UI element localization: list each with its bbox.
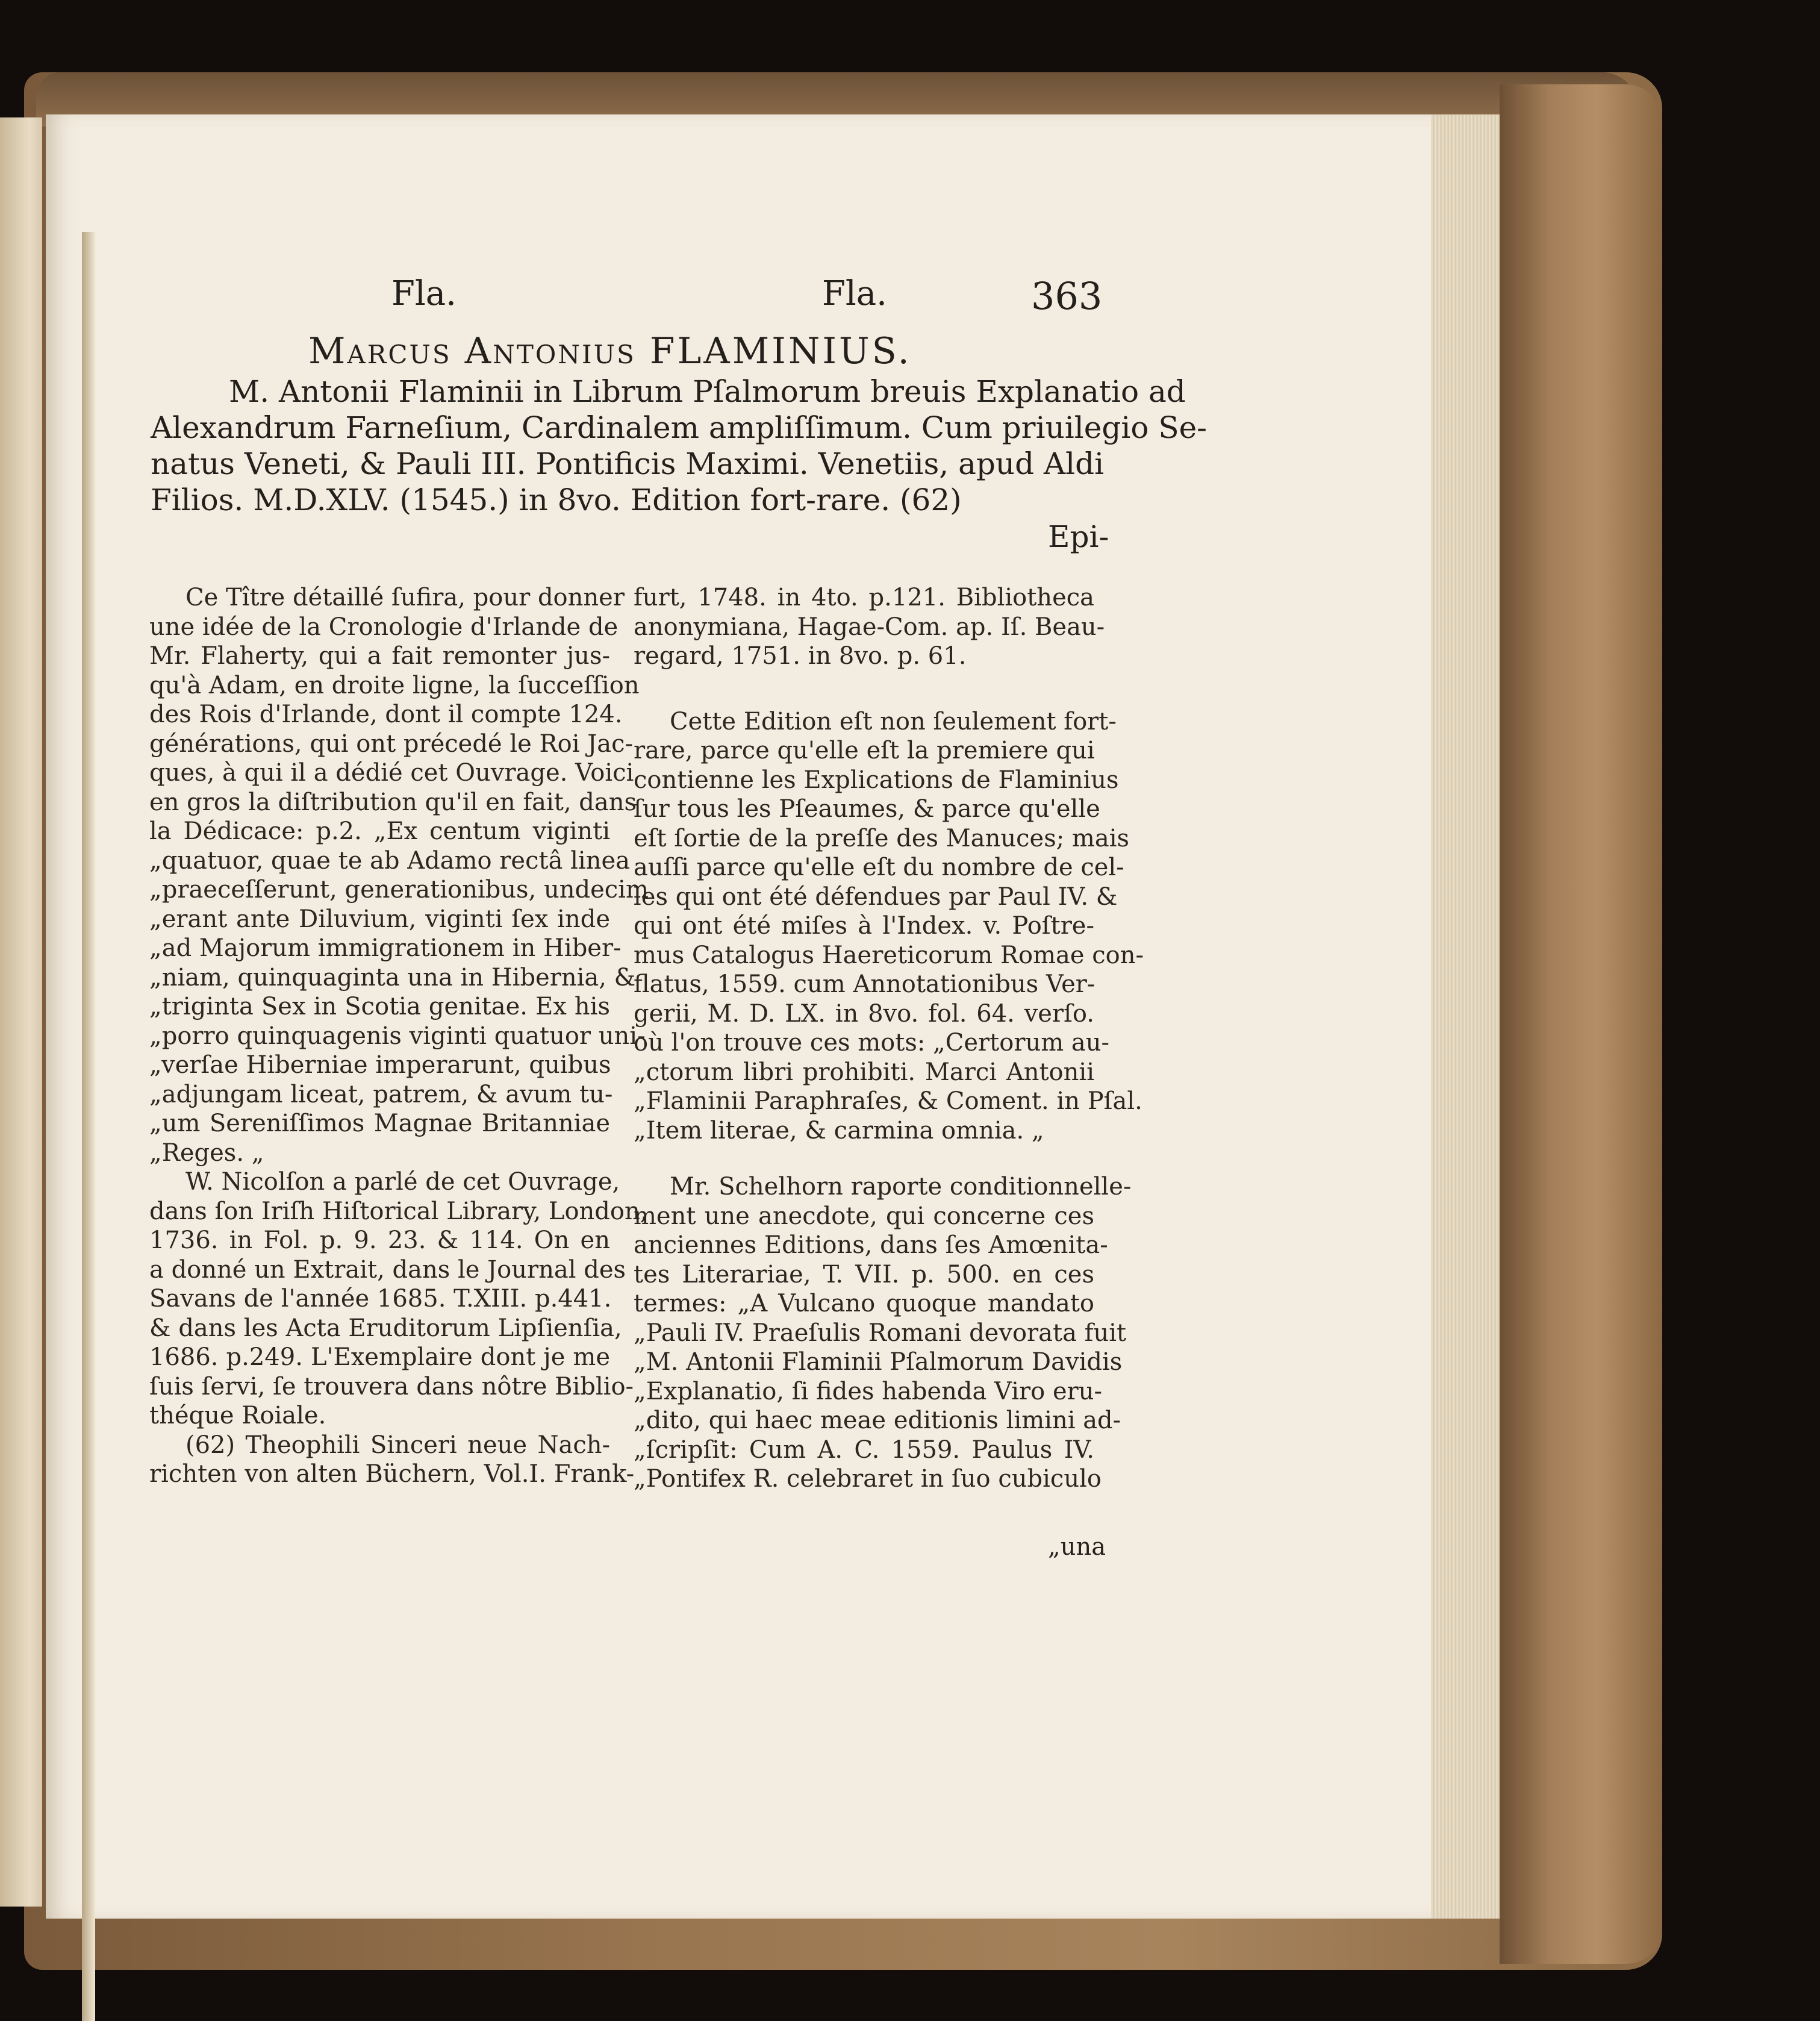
text-line: „niam, quinquaginta una in Hibernia, & [149,963,636,992]
text-line: flatus, 1559. cum Annotationibus Ver- [634,970,1095,998]
text-line: „Pauli IV. Praeſulis Romani devorata fuit [634,1319,1127,1347]
text-line: contienne les Explications de Flaminius [634,766,1119,794]
text-line: Ce Tître détaillé ſufira, pour donner [185,584,625,611]
right-column [634,583,1144,1494]
text-line: Mr. Schelhorn raporte conditionnelle- [670,1173,1132,1201]
text-line: „Flaminii Paraphraſes, & Coment. in Pſal. [634,1087,1142,1115]
text-line: „Reges. „ [149,1139,264,1167]
text-line: où l'on trouve ces mots: „Certorum au- [634,1029,1109,1057]
text-line: théque Roiale. [149,1402,326,1429]
text-line: „adjungam liceat, patrem, & avum tu- [149,1080,613,1108]
text-line: „quatuor, quae te ab Adamo rectâ linea [149,846,631,875]
gutter-shadow [82,232,95,2021]
text-line: Cette Edition eſt non ſeulement fort- [670,707,1117,736]
text-line: & dans les Acta Eruditorum Lipſienſia, [149,1314,622,1342]
text-line: 1736. in Fol. p. 9. 23. & 114. On en [149,1226,610,1254]
text-line: eſt ſortie de la preſſe des Manuces; mais [634,824,1130,852]
page-number: 363 [1031,274,1103,318]
entry-line: Filios. M.D.XLV. (1545.) in 8vo. Edition fort-rare. (62) [151,483,962,517]
entry-line: Alexandrum Farneſium, Cardinalem ampliſſimum. Cum priuilegio Se- [151,410,1208,445]
text-line: une idée de la Cronologie d'Irlande de [149,613,619,641]
entry-heading [308,330,912,372]
cover-fore-edge [1500,84,1662,1964]
text-line: „porro quinquagenis viginti quatuor uni- [149,1022,646,1050]
text-line: „praeceſſerunt, generationibus, undecim [149,876,649,904]
text-line: ſur tous les Pſeaumes, & parce qu'elle [634,795,1100,823]
text-line: „verſae Hiberniae imperarunt, quibus [149,1051,611,1079]
text-line: les qui ont été défendues par Paul IV. & [634,882,1118,911]
text-line: rare, parce qu'elle eſt la premiere qui [634,737,1095,764]
left-page-sliver [0,117,42,1907]
left-column [149,583,649,1489]
footnote-line: (62) Theophili Sinceri neue Nach- [185,1431,610,1459]
footnote-line: richten von alten Büchern, Vol.I. Frank- [149,1460,635,1488]
running-head-center: Fla. [822,274,887,313]
bibliographic-entry [151,373,1208,518]
text-line: anciennes Editions, dans ſes Amœnita- [634,1231,1108,1259]
text-line: „Item literae, & carmina omnia. „ [634,1116,1044,1145]
text-line: „Pontifex R. celebraret in ſuo cubiculo [634,1465,1102,1493]
footnote-line: anonymiana, Hagae-Com. ap. Iſ. Beau- [634,613,1105,641]
text-line: tes Literariae, T. VII. p. 500. en ces [634,1260,1094,1289]
text-line: ques, à qui il a dédié cet Ouvrage. Voici [149,759,634,787]
text-line: „Explanatio, ſi fides habenda Viro eru- [634,1377,1103,1405]
text-line: „um Sereniſſimos Magnae Britanniae [149,1110,610,1137]
text-line: des Rois d'Irlande, dont il compte 124. [149,701,623,728]
text-line: Savans de l'année 1685. T.XIII. p.441. [149,1285,612,1313]
entry-line: natus Veneti, & Pauli III. Pontificis Maximi. Venetiis, apud Aldi [151,446,1105,481]
entry-line: M. Antonii Flaminii in Librum Pſalmorum breuis Explanatio ad [229,374,1186,409]
text-line: „ad Majorum immigrationem in Hiber- [149,934,622,962]
text-line: „ctorum libri prohibiti. Marci Antonii [634,1058,1094,1086]
footnote-line: regard, 1751. in 8vo. p. 61. [634,642,967,670]
text-line: „erant ante Diluvium, viginti ſex inde [149,905,610,933]
text-line: 1686. p.249. L'Exemplaire dont je me [149,1343,610,1371]
text-line: „dito, qui haec meae editionis limini ad- [634,1407,1121,1434]
text-line: mus Catalogus Haereticorum Romae con- [634,941,1144,969]
text-line: ſuis ſervi, ſe trouvera dans nôtre Biblio- [149,1372,634,1401]
text-line: qu'à Adam, en droite ligne, la ſucceſſion [149,671,640,699]
text-line: „ſcripſit: Cum A. C. 1559. Paulus IV. [634,1435,1094,1464]
page-catchword: „una [1048,1533,1106,1561]
text-line: W. Nicolſon a parlé de cet Ouvrage, [185,1168,620,1196]
heading-prefix: Marcus Antonius [308,330,636,372]
text-line: Mr. Flaherty, qui a fait remonter jus- [149,642,610,670]
entry-catchword: Epi- [1048,519,1109,554]
text-line: auſſi parce qu'elle eſt du nombre de cel- [634,854,1124,881]
text-line: „triginta Sex in Scotia genitae. Ex his [149,993,610,1020]
text-line: termes: „A Vulcano quoque mandato [634,1290,1094,1317]
text-line: dans ſon Iriſh Hiſtorical Library, London, [149,1197,648,1225]
text-line: „M. Antonii Flaminii Pſalmorum Davidis [634,1348,1123,1376]
text-line: ment une anecdote, qui concerne ces [634,1202,1094,1230]
running-head-left: Fla. [391,274,457,313]
text-line: la Dédicace: p.2. „Ex centum viginti [149,817,610,845]
text-line: générations, qui ont précedé le Roi Jac- [149,729,634,758]
text-line: gerii, M. D. LX. in 8vo. fol. 64. verſo. [634,999,1094,1028]
text-line: a donné un Extrait, dans le Journal des [149,1255,626,1284]
text-line: en gros la diſtribution qu'il en fait, dans [149,788,637,816]
heading-name: FLAMINIUS. [649,330,912,372]
footnote-line: furt, 1748. in 4to. p.121. Bibliotheca [634,584,1094,611]
text-line: qui ont été miſes à l'Index. v. Poſtre- [634,912,1094,940]
